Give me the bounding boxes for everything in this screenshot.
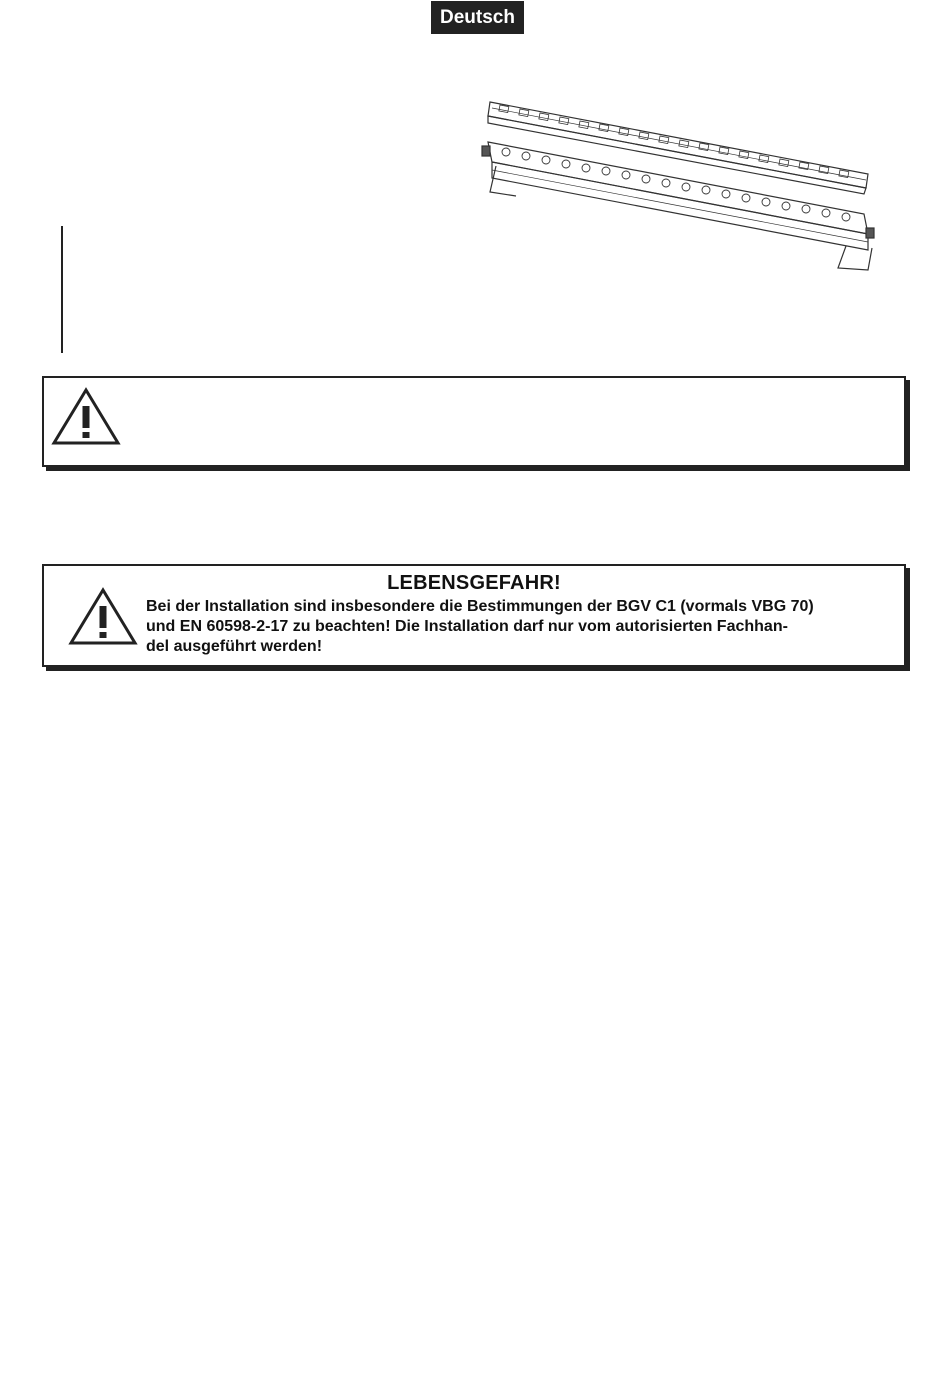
warning-triangle-icon — [51, 386, 121, 446]
danger-line: und EN 60598-2-17 zu beachten! Die Installation darf nur vom autorisierten Fachhan- — [146, 618, 788, 635]
language-badge: Deutsch — [431, 1, 524, 34]
danger-box — [42, 564, 906, 667]
margin-rule — [61, 226, 63, 353]
danger-text — [146, 597, 886, 657]
led-bar-illustration — [476, 96, 896, 276]
warning-triangle-icon — [68, 586, 138, 646]
warning-box-1 — [42, 376, 906, 467]
danger-line: del ausgeführt werden! — [146, 638, 323, 655]
danger-title: LEBENSGEFAHR! — [387, 572, 561, 594]
danger-line: Bei der Installation sind insbesondere die Bestimmungen der BGV C1 (vormals VBG 70) — [146, 598, 814, 615]
